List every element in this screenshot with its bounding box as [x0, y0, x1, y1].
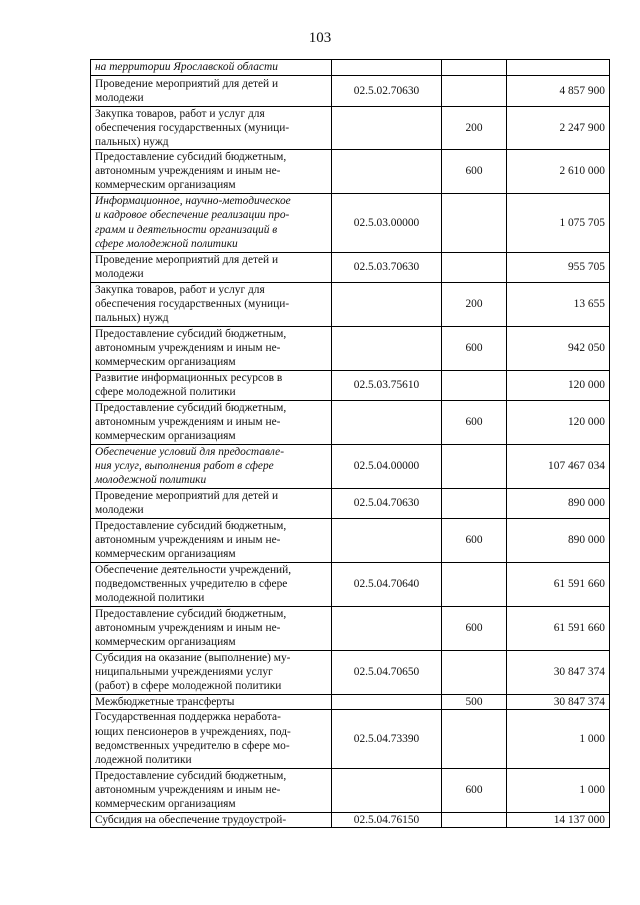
row-code-cell	[332, 488, 442, 518]
row-sum-cell	[507, 694, 610, 709]
row-type-cell	[442, 107, 507, 150]
row-type-cell	[442, 444, 507, 488]
row-code-text: 02.5.04.00000	[353, 460, 420, 473]
row-sum-cell	[507, 150, 610, 193]
row-name-cell	[91, 488, 332, 518]
table-row	[91, 562, 610, 606]
row-type-cell	[442, 694, 507, 709]
row-name-cell	[91, 812, 332, 827]
row-type-cell	[442, 562, 507, 606]
row-type-text: 600	[465, 416, 483, 429]
row-code-cell	[332, 812, 442, 827]
row-code-cell	[332, 709, 442, 768]
row-code-text: 02.5.03.70630	[353, 261, 420, 274]
row-name-cell	[91, 326, 332, 370]
table-row	[91, 488, 610, 518]
row-type-cell	[442, 650, 507, 694]
row-name-text: Проведение мероприятий для детей и молодежи	[95, 253, 279, 281]
row-name-cell	[91, 650, 332, 694]
table-row	[91, 76, 610, 107]
row-sum-text: 4 857 900	[559, 84, 605, 97]
row-name-text: Субсидия на оказание (выполнение) му- ниципальными учреждениями услуг (работ) в сфере молодежной политики	[95, 651, 291, 693]
row-name-cell	[91, 370, 332, 400]
table-row	[91, 812, 610, 827]
row-type-cell	[442, 76, 507, 107]
row-sum-text: 120 000	[567, 416, 605, 429]
table-row	[91, 326, 610, 370]
row-code-text: 02.5.02.70630	[353, 84, 420, 97]
row-name-cell	[91, 76, 332, 107]
row-sum-cell	[507, 60, 610, 76]
row-name-text: Предоставление субсидий бюджетным, автономным учреждениям и иным не- коммерческим организациям	[95, 607, 287, 649]
row-name-text: Межбюджетные трансферты	[95, 695, 235, 708]
row-code-cell	[332, 193, 442, 252]
row-code-cell	[332, 400, 442, 444]
row-code-cell	[332, 370, 442, 400]
table-row	[91, 650, 610, 694]
row-sum-cell	[507, 193, 610, 252]
table-row	[91, 252, 610, 282]
row-code-text: 02.5.04.73390	[353, 732, 420, 745]
row-name-text: Закупка товаров, работ и услуг для обеспечения государственных (муници- пальных) нужд	[95, 108, 290, 149]
row-sum-text: 14 137 000	[553, 813, 605, 826]
row-sum-text: 107 467 034	[548, 460, 605, 473]
row-name-cell	[91, 768, 332, 812]
row-type-text: 600	[465, 784, 483, 797]
row-sum-cell	[507, 370, 610, 400]
row-name-text: Информационное, научно-методическое и кадровое обеспечение реализации про- грамм и деятельности организаций в сфере молодежной политики	[95, 195, 291, 250]
row-name-text: Проведение мероприятий для детей и молодежи	[95, 489, 279, 517]
row-code-cell	[332, 444, 442, 488]
row-code-cell	[332, 650, 442, 694]
row-type-cell	[442, 400, 507, 444]
row-type-cell	[442, 518, 507, 562]
row-name-text: Обеспечение деятельности учреждений, подведомственных учредителю в сфере молодежной политики	[95, 563, 292, 605]
row-type-cell	[442, 768, 507, 812]
row-sum-cell	[507, 444, 610, 488]
table-row	[91, 150, 610, 193]
row-sum-cell	[507, 768, 610, 812]
budget-table-body	[91, 60, 610, 828]
row-type-text: 200	[465, 298, 483, 311]
table-row	[91, 444, 610, 488]
row-sum-cell	[507, 76, 610, 107]
row-type-cell	[442, 282, 507, 326]
row-sum-text: 2 247 900	[559, 122, 605, 135]
row-name-cell	[91, 709, 332, 768]
row-name-text: Субсидия на обеспечение трудоустрой-	[95, 813, 287, 826]
row-code-cell	[332, 60, 442, 76]
row-code-cell	[332, 282, 442, 326]
row-type-cell	[442, 193, 507, 252]
table-row	[91, 709, 610, 768]
row-type-cell	[442, 150, 507, 193]
row-sum-text: 942 050	[567, 342, 605, 355]
row-type-text: 600	[465, 622, 483, 635]
row-sum-text: 61 591 660	[553, 622, 605, 635]
row-sum-cell	[507, 252, 610, 282]
row-sum-cell	[507, 518, 610, 562]
row-sum-cell	[507, 400, 610, 444]
row-code-cell	[332, 606, 442, 650]
row-type-cell	[442, 326, 507, 370]
table-row	[91, 370, 610, 400]
row-code-cell	[332, 150, 442, 193]
row-type-text: 600	[465, 534, 483, 547]
row-code-cell	[332, 107, 442, 150]
row-sum-cell	[507, 650, 610, 694]
row-sum-text: 120 000	[567, 379, 605, 392]
row-code-text: 02.5.04.70630	[353, 497, 420, 510]
row-name-cell	[91, 252, 332, 282]
page-number: 103	[308, 30, 332, 46]
row-name-cell	[91, 444, 332, 488]
row-code-text: 02.5.03.00000	[353, 216, 420, 229]
row-name-cell	[91, 400, 332, 444]
row-type-cell	[442, 370, 507, 400]
row-name-cell	[91, 562, 332, 606]
row-type-text: 600	[465, 342, 483, 355]
row-name-text: Предоставление субсидий бюджетным, автономным учреждениям и иным не- коммерческим организациям	[95, 519, 287, 561]
row-name-text: Предоставление субсидий бюджетным, автономным учреждениям и иным не- коммерческим организациям	[95, 151, 287, 192]
row-name-text: Закупка товаров, работ и услуг для обеспечения государственных (муници- пальных) нужд	[95, 283, 290, 325]
row-name-cell	[91, 518, 332, 562]
row-name-text: Предоставление субсидий бюджетным, автономным учреждениям и иным не- коммерческим организациям	[95, 770, 287, 811]
row-type-text: 200	[465, 122, 483, 135]
row-code-text: 02.5.04.70650	[353, 666, 420, 679]
row-sum-cell	[507, 562, 610, 606]
row-type-cell	[442, 60, 507, 76]
row-name-text: Предоставление субсидий бюджетным, автономным учреждениям и иным не- коммерческим организациям	[95, 327, 287, 369]
row-sum-text: 61 591 660	[553, 578, 605, 591]
row-name-text: на территории Ярославской области	[95, 61, 278, 74]
row-name-cell	[91, 193, 332, 252]
row-type-cell	[442, 812, 507, 827]
row-sum-cell	[507, 709, 610, 768]
table-row	[91, 606, 610, 650]
row-code-cell	[332, 768, 442, 812]
row-sum-cell	[507, 812, 610, 827]
row-type-text: 600	[465, 165, 483, 178]
table-row	[91, 694, 610, 709]
row-name-cell	[91, 107, 332, 150]
row-code-cell	[332, 252, 442, 282]
row-code-text: 02.5.04.76150	[353, 813, 420, 826]
row-code-text: 02.5.03.75610	[353, 379, 420, 392]
table-row	[91, 400, 610, 444]
row-code-text: 02.5.04.70640	[353, 578, 420, 591]
table-row	[91, 518, 610, 562]
row-sum-text: 1 000	[579, 732, 605, 745]
table-row	[91, 282, 610, 326]
table-row	[91, 107, 610, 150]
row-name-text: Проведение мероприятий для детей и молодежи	[95, 77, 279, 104]
row-sum-text: 2 610 000	[559, 165, 605, 178]
row-sum-text: 1 000	[579, 784, 605, 797]
row-name-text: Предоставление субсидий бюджетным, автономным учреждениям и иным не- коммерческим организациям	[95, 401, 287, 443]
row-type-cell	[442, 252, 507, 282]
row-code-cell	[332, 562, 442, 606]
row-sum-cell	[507, 606, 610, 650]
row-code-cell	[332, 76, 442, 107]
row-name-cell	[91, 694, 332, 709]
row-name-text: Обеспечение условий для предоставле- ния услуг, выполнения работ в сфере молодежной политики	[95, 445, 285, 487]
row-name-text: Развитие информационных ресурсов в сфере молодежной политики	[95, 371, 283, 399]
row-code-cell	[332, 518, 442, 562]
row-name-cell	[91, 60, 332, 76]
row-type-cell	[442, 488, 507, 518]
row-type-cell	[442, 709, 507, 768]
row-type-text: 500	[465, 695, 483, 708]
table-row	[91, 60, 610, 76]
row-code-cell	[332, 326, 442, 370]
row-name-text: Государственная поддержка неработа- ющих пенсионеров в учреждениях, под- ведомственных учредителю в сфере мо- лодежной политики	[95, 711, 291, 766]
row-sum-text: 955 705	[567, 261, 605, 274]
row-name-cell	[91, 606, 332, 650]
row-type-cell	[442, 606, 507, 650]
row-sum-text: 1 075 705	[559, 216, 605, 229]
row-sum-text: 30 847 374	[553, 666, 605, 679]
row-name-cell	[91, 150, 332, 193]
row-sum-cell	[507, 107, 610, 150]
row-sum-text: 890 000	[567, 534, 605, 547]
table-row	[91, 193, 610, 252]
row-sum-text: 890 000	[567, 497, 605, 510]
budget-table	[90, 59, 610, 828]
row-sum-cell	[507, 282, 610, 326]
row-name-cell	[91, 282, 332, 326]
row-code-cell	[332, 694, 442, 709]
table-row	[91, 768, 610, 812]
row-sum-cell	[507, 326, 610, 370]
row-sum-text: 30 847 374	[553, 695, 605, 708]
row-sum-text: 13 655	[573, 298, 605, 311]
row-sum-cell	[507, 488, 610, 518]
